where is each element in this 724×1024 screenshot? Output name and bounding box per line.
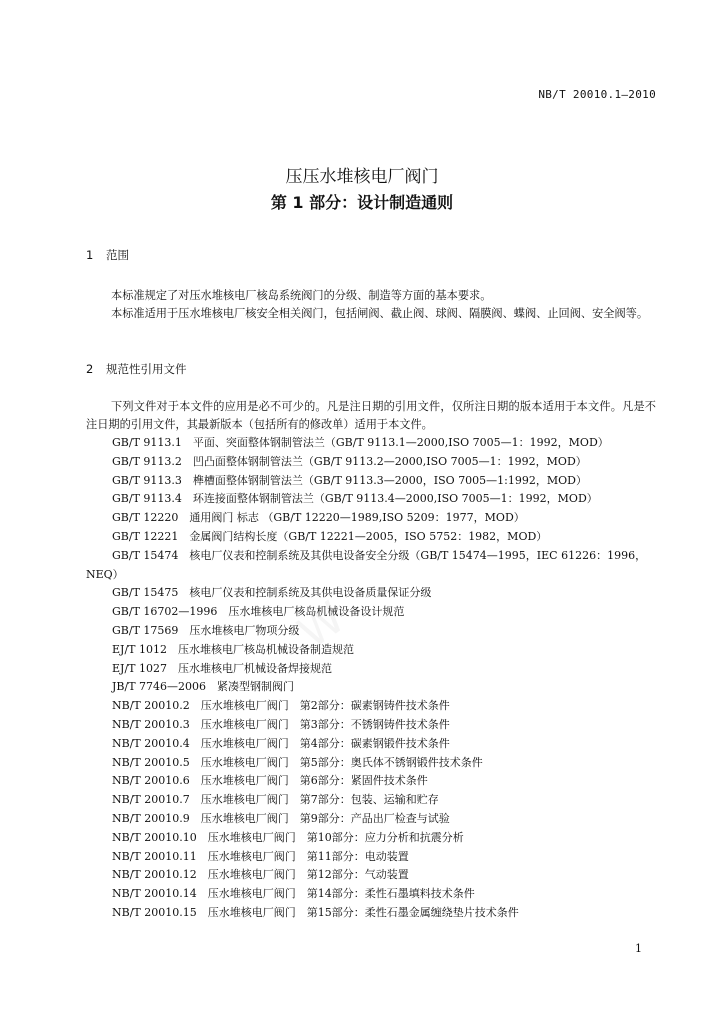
reference-item-continuation: NEQ） xyxy=(86,567,124,581)
scope-paragraph-2: 本标准适用于压水堆核电厂核安全相关阀门，包括闸阀、截止阀、球阀、隔膜阀、蝶阀、止回阀、安全阀等。 xyxy=(111,307,649,320)
reference-item: EJ/T 1027 压水堆核电厂机械设备焊接规范 xyxy=(112,661,332,675)
reference-item: NB/T 20010.4 压水堆核电厂阀门 第4部分：碳素钢锻件技术条件 xyxy=(112,736,450,750)
section-title: 规范性引用文件 xyxy=(106,362,187,376)
reference-item: GB/T 12220 通用阀门 标志 （GB/T 12220—1989,ISO 5209：1977，MOD） xyxy=(112,511,525,525)
section-2-heading xyxy=(86,361,187,377)
reference-item: GB/T 17569 压水堆核电厂物项分级 xyxy=(112,623,300,637)
reference-list xyxy=(86,434,672,923)
section-number: 2 xyxy=(86,362,94,376)
reference-item: NB/T 20010.3 压水堆核电厂阀门 第3部分：不锈钢铸件技术条件 xyxy=(112,717,450,731)
reference-item: GB/T 16702—1996 压水堆核电厂核岛机械设备设计规范 xyxy=(112,605,405,619)
watermark: W xyxy=(289,592,355,659)
reference-item: NB/T 20010.5 压水堆核电厂阀门 第5部分：奥氏体不锈钢锻件技术条件 xyxy=(112,755,483,769)
reference-item: GB/T 9113.1 平面、突面整体钢制管法兰（GB/T 9113.1—2000,ISO 7005—1：1992，MOD） xyxy=(112,436,609,449)
document-title: 压压水堆核电厂阀门 xyxy=(285,167,439,187)
reference-item: GB/T 15474 核电厂仪表和控制系统及其供电设备安全分级（GB/T 15474—1995，IEC 61226：1996， xyxy=(112,548,647,562)
reference-item: NB/T 20010.11 压水堆核电厂阀门 第11部分：电动装置 xyxy=(112,849,409,863)
section-title: 范围 xyxy=(106,248,129,262)
reference-item: NB/T 20010.14 压水堆核电厂阀门 第14部分：柔性石墨填料技术条件 xyxy=(112,887,475,901)
section-1-heading xyxy=(86,247,129,263)
reference-item: GB/T 12221 金属阀门结构长度（GB/T 12221—2005，ISO 5752：1982，MOD） xyxy=(112,529,548,543)
reference-item: EJ/T 1012 压水堆核电厂核岛机械设备制造规范 xyxy=(112,642,354,656)
reference-item: NB/T 20010.10 压水堆核电厂阀门 第10部分：应力分析和抗震分析 xyxy=(112,830,464,844)
reference-item: NB/T 20010.7 压水堆核电厂阀门 第7部分：包装、运输和贮存 xyxy=(112,793,439,807)
reference-item: NB/T 20010.15 压水堆核电厂阀门 第15部分：柔性石墨金属缠绕垫片技术条件 xyxy=(112,905,519,919)
reference-item: NB/T 20010.9 压水堆核电厂阀门 第9部分：产品出厂检查与试验 xyxy=(112,811,450,825)
reference-item: NB/T 20010.12 压水堆核电厂阀门 第12部分：气动装置 xyxy=(112,868,409,882)
reference-item: NB/T 20010.2 压水堆核电厂阀门 第2部分：碳素钢铸件技术条件 xyxy=(112,699,450,713)
normative-references-intro: 下列文件对于本文件的应用是必不可少的。凡是注日期的引用文件，仅所注日期的版本适用于本文件。凡是不注日期的引用文件，其最新版本（包括所有的修改单）适用于本文件。 xyxy=(86,400,656,431)
reference-item: JB/T 7746—2006 紧凑型钢制阀门 xyxy=(112,680,295,694)
document-subtitle: 第 1 部分：设计制造通则 xyxy=(270,193,454,212)
scope-paragraph-1: 本标准规定了对压水堆核电厂核岛系统阀门的分级、制造等方面的基本要求。 xyxy=(111,289,492,302)
section-number: 1 xyxy=(86,248,94,262)
reference-item: NB/T 20010.6 压水堆核电厂阀门 第6部分：紧固件技术条件 xyxy=(112,774,428,788)
reference-item: GB/T 15475 核电厂仪表和控制系统及其供电设备质量保证分级 xyxy=(112,586,432,600)
reference-item: GB/T 9113.2 凹凸面整体钢制管法兰（GB/T 9113.2—2000,ISO 7005—1：1992，MOD） xyxy=(112,454,587,468)
reference-item: GB/T 9113.4 环连接面整体钢制管法兰（GB/T 9113.4—2000,ISO 7005—1：1992，MOD） xyxy=(112,492,598,506)
page-number: 1 xyxy=(635,942,642,955)
reference-item: GB/T 9113.3 榫槽面整体钢制管法兰（GB/T 9113.3—2000，ISO 7005—1:1992，MOD） xyxy=(112,473,587,487)
standard-code-header: NB/T 20010.1—2010 xyxy=(538,88,656,101)
